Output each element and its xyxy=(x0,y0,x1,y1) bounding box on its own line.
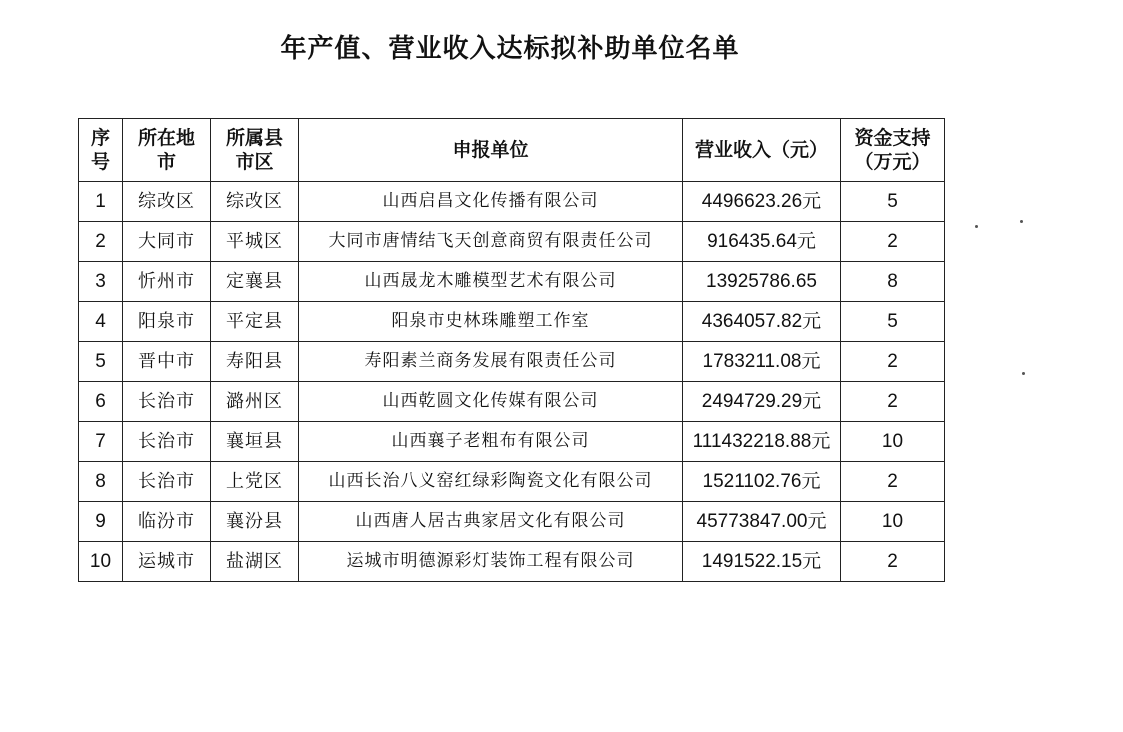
cell-funding: 2 xyxy=(841,382,945,422)
cell-revenue: 916435.64元 xyxy=(683,222,841,262)
cell-revenue: 1521102.76元 xyxy=(683,462,841,502)
cell-city: 运城市 xyxy=(123,542,211,582)
cell-unit: 山西乾圆文化传媒有限公司 xyxy=(299,382,683,422)
table-row xyxy=(79,342,945,382)
cell-unit: 山西启昌文化传播有限公司 xyxy=(299,182,683,222)
cell-city: 晋中市 xyxy=(123,342,211,382)
cell-unit: 寿阳素兰商务发展有限责任公司 xyxy=(299,342,683,382)
table-row xyxy=(79,382,945,422)
cell-city: 忻州市 xyxy=(123,262,211,302)
cell-seq: 8 xyxy=(79,462,123,502)
cell-seq: 5 xyxy=(79,342,123,382)
subsidy-list-table xyxy=(78,118,945,582)
cell-county: 平定县 xyxy=(211,302,299,342)
cell-revenue: 1783211.08元 xyxy=(683,342,841,382)
table-row xyxy=(79,262,945,302)
cell-funding: 5 xyxy=(841,302,945,342)
cell-revenue: 2494729.29元 xyxy=(683,382,841,422)
cell-revenue: 4364057.82元 xyxy=(683,302,841,342)
scan-speck xyxy=(1020,220,1023,223)
page-title: 年产值、营业收入达标拟补助单位名单 xyxy=(280,34,740,64)
cell-revenue: 13925786.65 xyxy=(683,262,841,302)
cell-unit: 山西晟龙木雕模型艺术有限公司 xyxy=(299,262,683,302)
cell-seq: 7 xyxy=(79,422,123,462)
cell-city: 长治市 xyxy=(123,382,211,422)
cell-seq: 1 xyxy=(79,182,123,222)
cell-funding: 2 xyxy=(841,342,945,382)
cell-county: 盐湖区 xyxy=(211,542,299,582)
cell-funding: 2 xyxy=(841,462,945,502)
cell-revenue: 1491522.15元 xyxy=(683,542,841,582)
cell-funding: 2 xyxy=(841,222,945,262)
cell-unit: 山西长治八义窑红绿彩陶瓷文化有限公司 xyxy=(299,462,683,502)
cell-seq: 9 xyxy=(79,502,123,542)
cell-funding: 10 xyxy=(841,422,945,462)
cell-city: 大同市 xyxy=(123,222,211,262)
header-seq: 序 号 xyxy=(79,119,123,182)
table-row xyxy=(79,422,945,462)
cell-county: 潞州区 xyxy=(211,382,299,422)
cell-county: 襄垣县 xyxy=(211,422,299,462)
cell-county: 平城区 xyxy=(211,222,299,262)
header-revenue: 营业收入（元） xyxy=(683,119,841,182)
cell-seq: 6 xyxy=(79,382,123,422)
cell-unit: 阳泉市史林珠雕塑工作室 xyxy=(299,302,683,342)
table-row xyxy=(79,302,945,342)
cell-city: 综改区 xyxy=(123,182,211,222)
cell-county: 上党区 xyxy=(211,462,299,502)
table-header-row xyxy=(79,119,945,182)
header-county: 所属县 市区 xyxy=(211,119,299,182)
cell-seq: 2 xyxy=(79,222,123,262)
table-row xyxy=(79,462,945,502)
cell-revenue: 111432218.88元 xyxy=(683,422,841,462)
table-row xyxy=(79,502,945,542)
cell-seq: 3 xyxy=(79,262,123,302)
cell-funding: 8 xyxy=(841,262,945,302)
table-row xyxy=(79,222,945,262)
cell-funding: 5 xyxy=(841,182,945,222)
cell-seq: 10 xyxy=(79,542,123,582)
cell-funding: 2 xyxy=(841,542,945,582)
table-row xyxy=(79,542,945,582)
cell-seq: 4 xyxy=(79,302,123,342)
cell-unit: 山西唐人居古典家居文化有限公司 xyxy=(299,502,683,542)
header-funding: 资金支持 （万元） xyxy=(841,119,945,182)
cell-revenue: 4496623.26元 xyxy=(683,182,841,222)
cell-revenue: 45773847.00元 xyxy=(683,502,841,542)
cell-unit: 大同市唐情结飞天创意商贸有限责任公司 xyxy=(299,222,683,262)
cell-county: 寿阳县 xyxy=(211,342,299,382)
cell-funding: 10 xyxy=(841,502,945,542)
header-unit: 申报单位 xyxy=(299,119,683,182)
cell-unit: 山西襄子老粗布有限公司 xyxy=(299,422,683,462)
cell-city: 临汾市 xyxy=(123,502,211,542)
cell-county: 定襄县 xyxy=(211,262,299,302)
cell-county: 襄汾县 xyxy=(211,502,299,542)
cell-city: 长治市 xyxy=(123,462,211,502)
cell-unit: 运城市明德源彩灯装饰工程有限公司 xyxy=(299,542,683,582)
cell-city: 阳泉市 xyxy=(123,302,211,342)
table-row xyxy=(79,182,945,222)
cell-city: 长治市 xyxy=(123,422,211,462)
scan-speck xyxy=(975,225,978,228)
cell-county: 综改区 xyxy=(211,182,299,222)
scan-speck xyxy=(1022,372,1025,375)
header-city: 所在地 市 xyxy=(123,119,211,182)
